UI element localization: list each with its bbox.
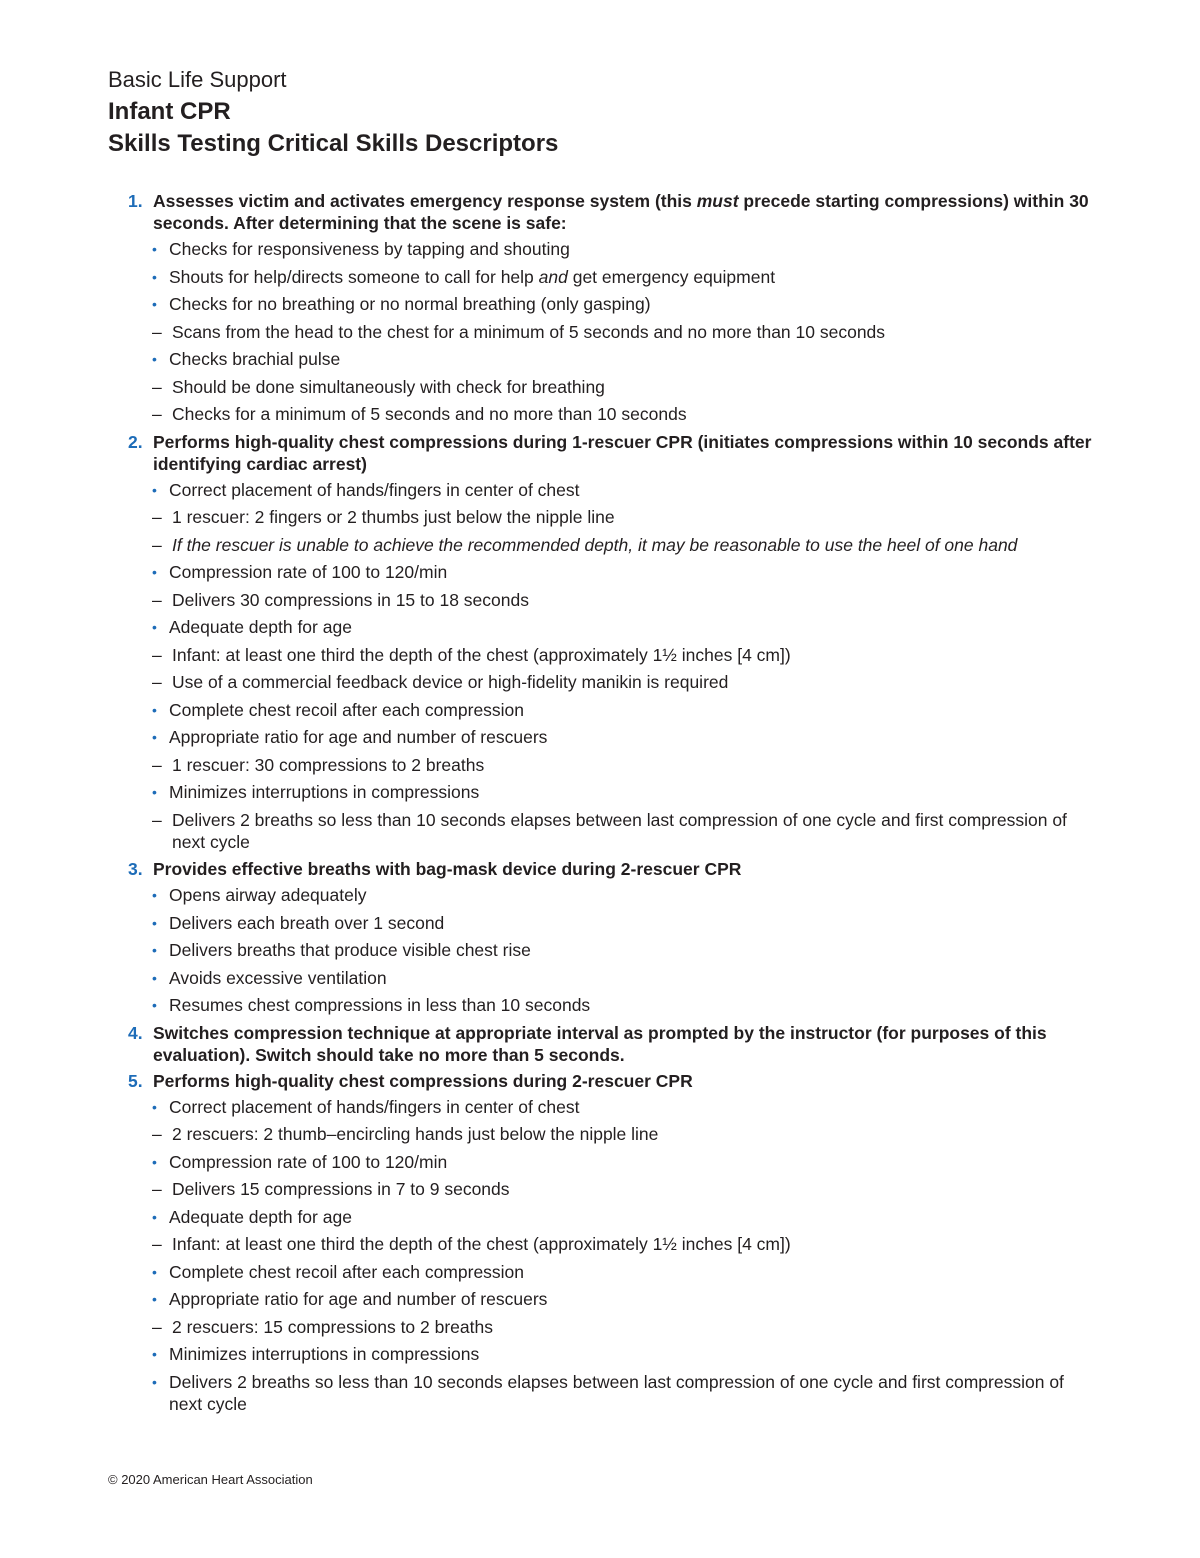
bullet-item: • Appropriate ratio for age and number of rescuers	[152, 1289, 548, 1309]
dash-icon: –	[152, 1179, 162, 1199]
bullet-item: • Correct placement of hands/fingers in center of chest	[152, 1096, 580, 1117]
item-number: 1.	[128, 191, 143, 211]
bullet-icon: •	[152, 1263, 157, 1280]
bullet-item: • Checks brachial pulse	[152, 349, 341, 369]
bullet-icon: •	[152, 481, 157, 498]
bullet-list	[128, 238, 1093, 425]
bullet-item: • Delivers 2 breaths so less than 10 seconds elapses between last compression of one cycle and first compression of next cycle	[152, 1371, 1064, 1414]
bullet-icon: •	[152, 1208, 157, 1225]
bullet-icon: •	[152, 564, 157, 580]
dash-icon: –	[152, 644, 162, 665]
item-heading: Provides effective breaths with bag-mask device during 2-rescuer CPR	[153, 859, 742, 879]
bullet-item: • Correct placement of hands/fingers in center of chest	[152, 479, 580, 500]
bullet-item: • Minimizes interruptions in compressions	[152, 782, 480, 802]
document-header	[108, 64, 558, 160]
dash-icon: –	[152, 534, 162, 555]
skills-list	[128, 190, 1093, 1420]
dash-icon: –	[152, 1316, 162, 1337]
bullet-item: • Avoids excessive ventilation	[152, 967, 387, 988]
course-name: Basic Life Support	[108, 67, 287, 92]
bullet-icon: •	[152, 1291, 157, 1307]
bullet-icon: •	[152, 887, 157, 903]
item-heading: Assesses victim and activates emergency response system (this must precede starting compressions) within 30 seconds. After determining that the scene is safe:	[153, 191, 1089, 233]
sub-item: – 2 rescuers: 15 compressions to 2 breaths	[152, 1316, 493, 1337]
sub-item: – 1 rescuer: 30 compressions to 2 breaths	[152, 754, 485, 775]
dash-icon: –	[152, 589, 162, 610]
skill-item-1	[128, 190, 1093, 425]
item-heading: Switches compression technique at appropriate interval as prompted by the instructor (for purposes of this evaluation). Switch should take no more than 5 seconds.	[153, 1022, 1047, 1065]
dash-icon: –	[152, 809, 162, 830]
sub-item: – Scans from the head to the chest for a minimum of 5 seconds and no more than 10 seconds	[152, 321, 886, 342]
bullet-icon: •	[152, 1346, 157, 1362]
bullet-icon: •	[152, 296, 157, 312]
bullet-item: • Minimizes interruptions in compressions	[152, 1344, 480, 1364]
bullet-list	[128, 479, 1093, 853]
sub-item: – Delivers 2 breaths so less than 10 seconds elapses between last compression of one cycle and first compression of next cycle	[152, 809, 1067, 852]
bullet-icon: •	[152, 1153, 157, 1170]
document-title: Infant CPR	[108, 98, 231, 125]
sub-item: – 1 rescuer: 2 fingers or 2 thumbs just below the nipple line	[152, 507, 615, 527]
dash-icon: –	[152, 1124, 162, 1144]
item-heading: Performs high-quality chest compressions during 1-rescuer CPR (initiates compressions within 10 seconds after identifying cardiac arrest)	[153, 431, 1092, 474]
bullet-item: • Complete chest recoil after each compression	[152, 1261, 525, 1282]
sub-item: – Delivers 15 compressions in 7 to 9 seconds	[152, 1179, 510, 1199]
bullet-icon: •	[152, 351, 157, 367]
bullet-item: • Compression rate of 100 to 120/min	[152, 1151, 448, 1172]
bullet-icon: •	[152, 241, 157, 257]
skill-item-4	[128, 1022, 1093, 1066]
skill-item-5	[128, 1070, 1093, 1415]
bullet-list	[128, 1096, 1093, 1415]
skill-item-2	[128, 431, 1093, 853]
sub-item: – If the rescuer is unable to achieve the recommended depth, it may be reasonable to use the heel of one hand	[152, 534, 1018, 555]
sub-item: – 2 rescuers: 2 thumb–encircling hands just below the nipple line	[152, 1124, 659, 1144]
bullet-icon: •	[152, 1373, 157, 1390]
item-number: 4.	[128, 1022, 143, 1043]
bullet-icon: •	[152, 268, 157, 285]
bullet-item: • Delivers each breath over 1 second	[152, 912, 445, 933]
sub-item: – Infant: at least one third the depth of the chest (approximately 1½ inches [4 cm])	[152, 644, 791, 665]
document-subtitle: Skills Testing Critical Skills Descriptors	[108, 130, 559, 157]
bullet-item: • Adequate depth for age	[152, 1206, 352, 1227]
item-heading: Performs high-quality chest compressions during 2-rescuer CPR	[153, 1070, 693, 1091]
dash-icon: –	[152, 404, 162, 424]
sub-item: – Checks for a minimum of 5 seconds and no more than 10 seconds	[152, 404, 687, 424]
bullet-item: • Adequate depth for age	[152, 617, 352, 637]
bullet-icon: •	[152, 784, 157, 800]
bullet-item: • Checks for no breathing or no normal breathing (only gasping)	[152, 294, 651, 314]
dash-icon: –	[152, 376, 162, 397]
item-number: 3.	[128, 859, 143, 879]
bullet-icon: •	[152, 1098, 157, 1115]
bullet-item: • Resumes chest compressions in less than 10 seconds	[152, 995, 591, 1015]
bullet-icon: •	[152, 701, 157, 718]
bullet-icon: •	[152, 997, 157, 1013]
dash-icon: –	[152, 1234, 162, 1254]
bullet-item: • Shouts for help/directs someone to call for help and get emergency equipment	[152, 266, 776, 287]
dash-icon: –	[152, 672, 162, 692]
item-number: 5.	[128, 1070, 143, 1091]
item-number: 2.	[128, 431, 143, 452]
copyright-footer: © 2020 American Heart Association	[108, 1472, 313, 1487]
bullet-icon: •	[152, 969, 157, 986]
dash-icon: –	[152, 321, 162, 342]
dash-icon: –	[152, 754, 162, 775]
sub-item: – Delivers 30 compressions in 15 to 18 seconds	[152, 589, 529, 610]
bullet-icon: •	[152, 619, 157, 635]
bullet-item: • Complete chest recoil after each compression	[152, 699, 525, 720]
skill-item-3	[128, 858, 1093, 1016]
bullet-item: • Checks for responsiveness by tapping and shouting	[152, 239, 570, 259]
bullet-item: • Appropriate ratio for age and number of rescuers	[152, 727, 548, 747]
bullet-icon: •	[152, 914, 157, 931]
bullet-icon: •	[152, 729, 157, 745]
bullet-item: • Opens airway adequately	[152, 885, 367, 905]
sub-item: – Use of a commercial feedback device or high-fidelity manikin is required	[152, 672, 729, 692]
dash-icon: –	[152, 507, 162, 527]
bullet-icon: •	[152, 942, 157, 958]
sub-item: – Should be done simultaneously with check for breathing	[152, 376, 605, 397]
bullet-item: • Delivers breaths that produce visible chest rise	[152, 940, 531, 960]
bullet-list	[128, 884, 1093, 1016]
bullet-item: • Compression rate of 100 to 120/min	[152, 562, 448, 582]
sub-item: – Infant: at least one third the depth of the chest (approximately 1½ inches [4 cm])	[152, 1234, 791, 1254]
